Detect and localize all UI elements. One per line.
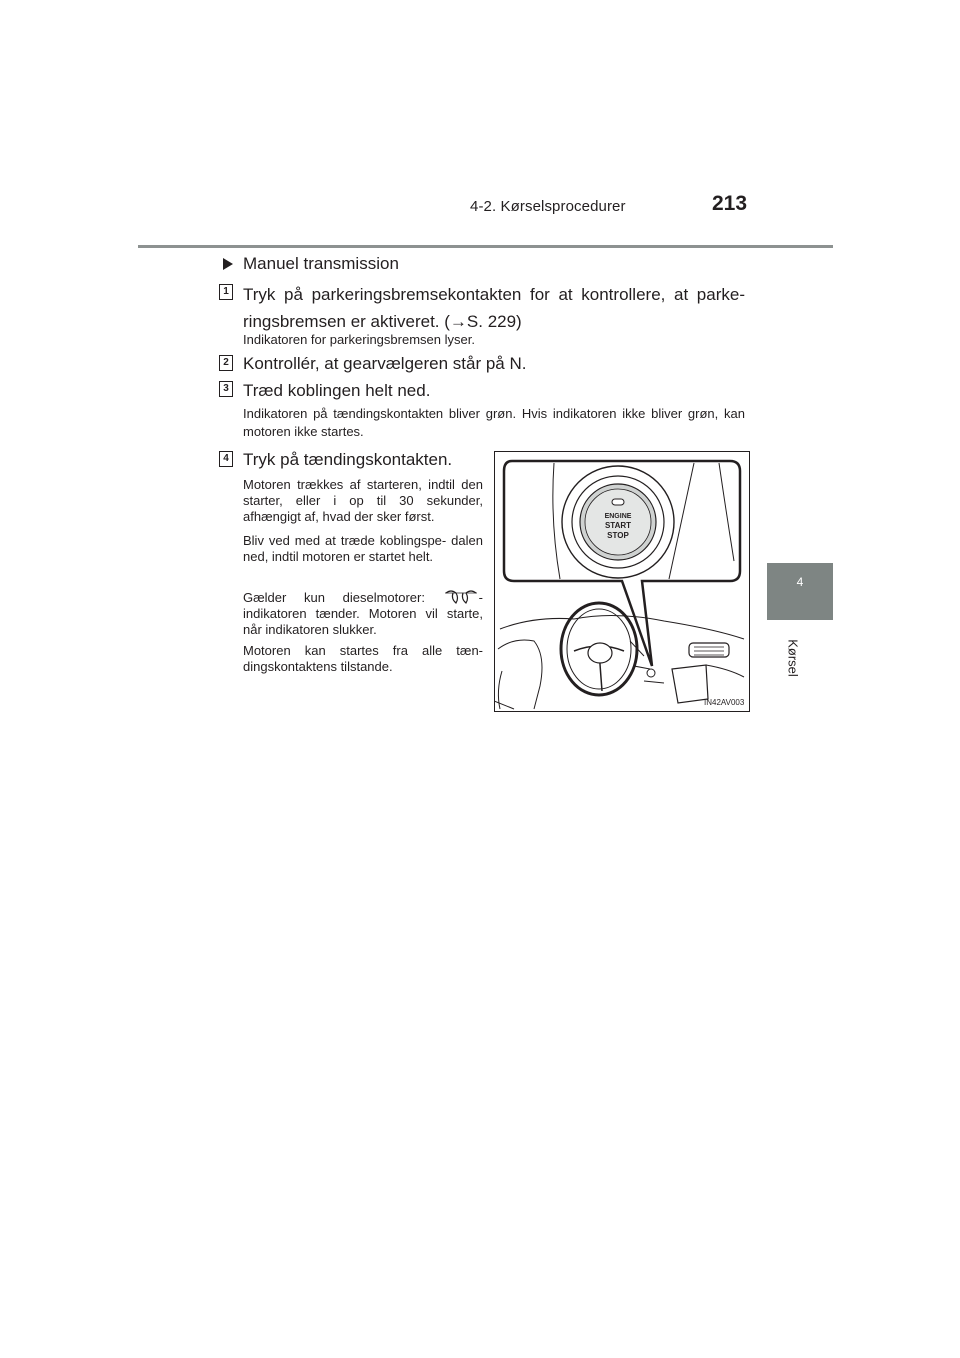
engine-switch-illustration [494,451,750,712]
illustration-code: IN42AV003 [704,698,745,707]
button-label-engine: ENGINE [604,513,632,520]
step-number-box: 2 [219,355,233,371]
step-text: Træd koblingen helt ned. [243,381,431,400]
page-number: 213 [712,192,748,215]
step-paragraph: Motoren kan startes fra alle tæn- dingskontaktens tilstande. [243,643,483,674]
step-number-box: 3 [219,381,233,397]
section-title: 4-2. Kørselsprocedurer [470,198,626,215]
step-number-box: 4 [219,451,233,467]
step-text: Kontrollér, at gearvælgeren står på N. [243,354,527,373]
subsection-heading: Manuel transmission [243,254,399,273]
step-paragraph-diesel [243,590,483,638]
chapter-number: 4 [796,575,804,589]
step-paragraph: Motoren trækkes af starteren, indtil den starter, eller i op til 30 sekunder, afhængigt af, hvad der sker først. [243,477,483,524]
button-label-stop: STOP [607,531,629,540]
step-text: Tryk på tændingskontakten. [243,450,453,469]
button-label-start: START [604,521,632,530]
header-rule [138,245,833,248]
diesel-note-rest: -indikatoren tænder. Motoren vil starte, når indikatoren slukker. [243,590,483,637]
chapter-tab [767,563,833,620]
step-note: Indikatoren for parkeringsbremsen lyser. [243,332,475,347]
glow-plug-indicator-icon [443,590,479,604]
triangle-right-icon [222,257,234,271]
step-number-box: 1 [219,284,233,300]
step-note: Indikatoren på tændingskontakten bliver grøn. Hvis indikatoren ikke bliver grøn, kan motoren ikke startes. [243,406,745,439]
step-paragraph: Bliv ved med at træde koblingspe- dalen ned, indtil motoren er startet helt. [243,533,483,564]
diesel-note-prefix: Gælder kun dieselmotorer: [243,590,425,605]
step-text: Tryk på parkeringsbremsekontakten for at kontrollere, at parke- ringsbremsen er aktiveret. (→S. 229) [243,285,745,331]
chapter-label: Kørsel [785,639,801,677]
